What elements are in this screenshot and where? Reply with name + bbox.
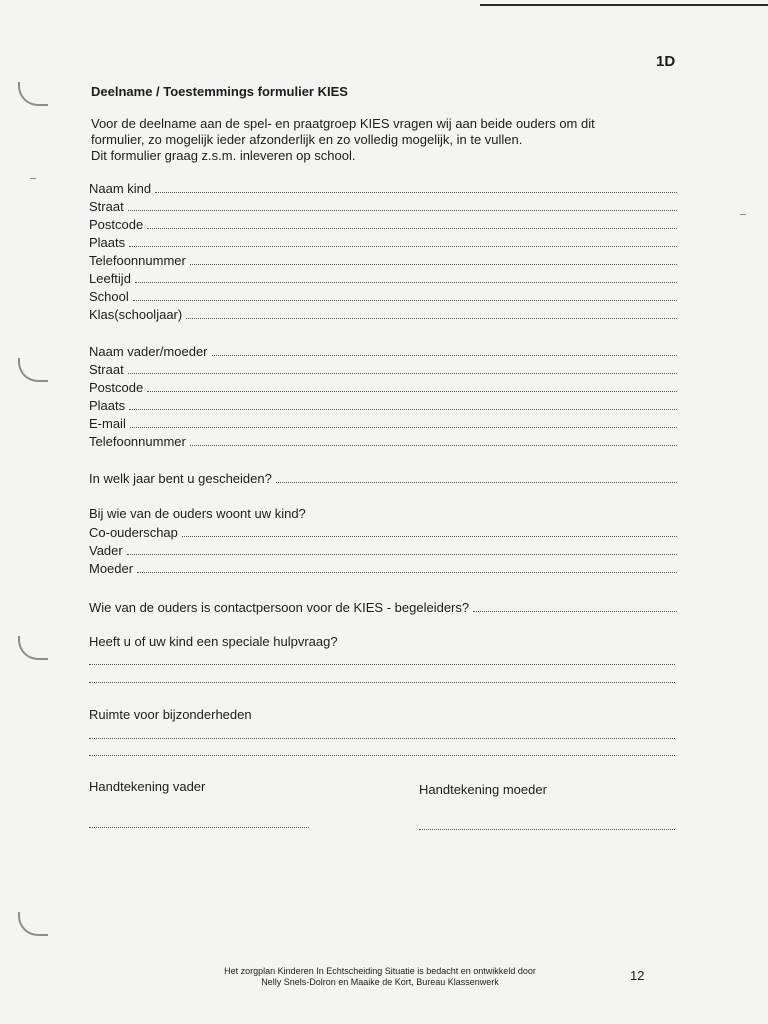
- child-phone-line[interactable]: [190, 251, 677, 265]
- mother-signature-line[interactable]: [419, 829, 675, 830]
- divorce-year-label: In welk jaar bent u gescheiden?: [89, 471, 272, 486]
- father-signature-label: Handtekening vader: [89, 779, 206, 794]
- father-residence-label: Vader: [89, 543, 123, 558]
- parent-street-field[interactable]: [89, 359, 677, 377]
- father-residence-line[interactable]: [127, 541, 677, 555]
- intro-paragraph: [91, 116, 691, 164]
- notes-line[interactable]: [89, 738, 675, 739]
- child-age-line[interactable]: [135, 269, 677, 283]
- child-street-line[interactable]: [128, 197, 677, 211]
- parent-postcode-label: Postcode: [89, 380, 144, 395]
- parent-city-line[interactable]: [129, 396, 677, 410]
- child-school-label: School: [89, 289, 129, 304]
- top-edge-line: [480, 4, 768, 6]
- contact-person-label: Wie van de ouders is contactpersoon voor de KIES - begeleiders?: [89, 600, 470, 615]
- divorce-year-line[interactable]: [276, 469, 677, 483]
- child-postcode-field[interactable]: [89, 214, 677, 232]
- page-code: 1D: [656, 53, 676, 70]
- child-city-label: Plaats: [89, 235, 126, 250]
- page-number: 12: [630, 968, 645, 983]
- child-street-label: Straat: [89, 199, 124, 214]
- father-residence-field[interactable]: [89, 540, 677, 558]
- child-phone-field[interactable]: [89, 250, 677, 268]
- residence-question: Bij wie van de ouders woont uw kind?: [89, 506, 306, 521]
- contact-person-line[interactable]: [473, 598, 677, 612]
- mother-residence-field[interactable]: [89, 558, 677, 576]
- child-postcode-line[interactable]: [147, 215, 677, 229]
- notes-label: Ruimte voor bijzonderheden: [89, 707, 252, 722]
- parent-street-line[interactable]: [128, 360, 677, 374]
- divorce-year-field[interactable]: [89, 468, 677, 486]
- parent-city-field[interactable]: [89, 395, 677, 413]
- scan-speck: [740, 214, 746, 215]
- child-postcode-label: Postcode: [89, 217, 144, 232]
- footer-line: Het zorgplan Kinderen In Echtscheiding Situatie is bedacht en ontwikkeld door: [224, 966, 536, 976]
- parent-city-label: Plaats: [89, 398, 126, 413]
- intro-line: formulier, zo mogelijk ieder afzonderlijk en zo volledig mogelijk, in te vullen.: [91, 132, 523, 147]
- parent-phone-field[interactable]: [89, 431, 677, 449]
- parent-name-label: Naam vader/moeder: [89, 344, 208, 359]
- parent-phone-line[interactable]: [190, 432, 677, 446]
- punch-hole-icon: [18, 358, 48, 382]
- mother-signature-label: Handtekening moeder: [419, 782, 547, 797]
- child-city-field[interactable]: [89, 232, 677, 250]
- child-phone-label: Telefoonnummer: [89, 253, 186, 268]
- child-street-field[interactable]: [89, 196, 677, 214]
- mother-residence-line[interactable]: [137, 559, 677, 573]
- child-name-line[interactable]: [155, 179, 677, 193]
- child-class-field[interactable]: [89, 304, 677, 322]
- contact-person-field[interactable]: [89, 597, 677, 615]
- co-parenting-label: Co-ouderschap: [89, 525, 178, 540]
- intro-line: Dit formulier graag z.s.m. inleveren op school.: [91, 148, 356, 163]
- child-age-label: Leeftijd: [89, 271, 131, 286]
- child-class-label: Klas(schooljaar): [89, 307, 183, 322]
- parent-name-field[interactable]: [89, 341, 677, 359]
- child-age-field[interactable]: [89, 268, 677, 286]
- punch-hole-icon: [18, 636, 48, 660]
- child-class-line[interactable]: [186, 305, 677, 319]
- parent-email-label: E-mail: [89, 416, 126, 431]
- mother-residence-label: Moeder: [89, 561, 134, 576]
- child-city-line[interactable]: [129, 233, 677, 247]
- intro-line: Voor de deelname aan de spel- en praatgroep KIES vragen wij aan beide ouders om dit: [91, 116, 595, 131]
- father-signature-line[interactable]: [89, 827, 309, 828]
- help-answer-line[interactable]: [89, 664, 675, 665]
- parent-postcode-line[interactable]: [147, 378, 677, 392]
- footer-credit: [180, 966, 580, 988]
- scan-speck: [30, 178, 36, 179]
- child-name-field[interactable]: [89, 178, 677, 196]
- punch-hole-icon: [18, 912, 48, 936]
- co-parenting-line[interactable]: [182, 523, 677, 537]
- help-question: Heeft u of uw kind een speciale hulpvraag?: [89, 634, 338, 649]
- help-answer-line[interactable]: [89, 682, 675, 683]
- parent-name-line[interactable]: [212, 342, 678, 356]
- parent-email-line[interactable]: [130, 414, 677, 428]
- notes-line[interactable]: [89, 755, 675, 756]
- child-school-line[interactable]: [133, 287, 677, 301]
- parent-phone-label: Telefoonnummer: [89, 434, 186, 449]
- parent-street-label: Straat: [89, 362, 124, 377]
- child-name-label: Naam kind: [89, 181, 152, 196]
- form-title: Deelname / Toestemmings formulier KIES: [91, 84, 348, 99]
- co-parenting-field[interactable]: [89, 522, 677, 540]
- child-school-field[interactable]: [89, 286, 677, 304]
- punch-hole-icon: [18, 82, 48, 106]
- parent-postcode-field[interactable]: [89, 377, 677, 395]
- footer-line: Nelly Snels-Dolron en Maaike de Kort, Bureau Klassenwerk: [261, 977, 499, 987]
- parent-email-field[interactable]: [89, 413, 677, 431]
